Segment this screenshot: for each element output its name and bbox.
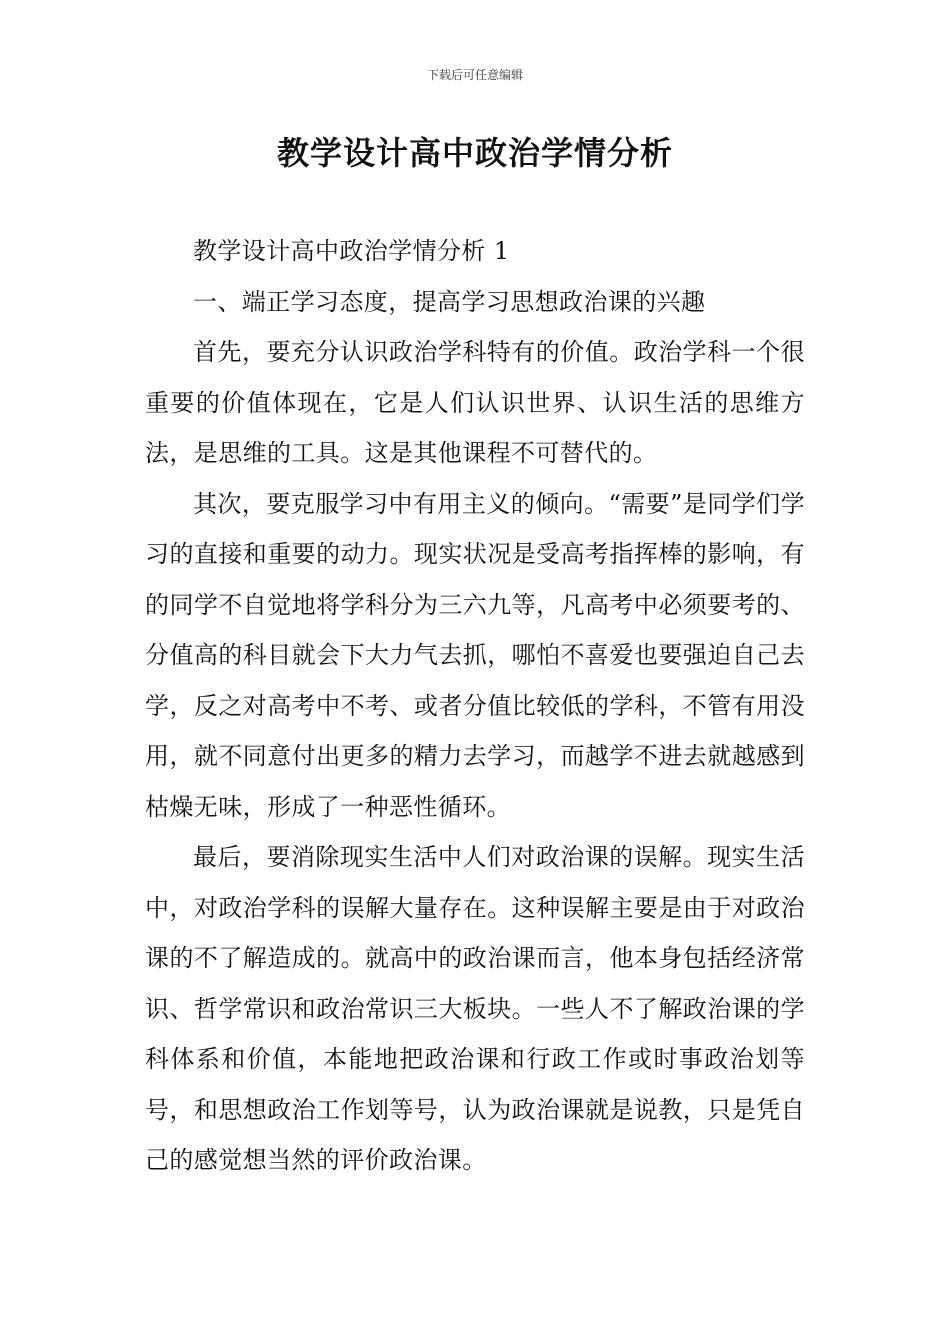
header-note: 下载后可任意编辑 [426,68,523,82]
paragraph-1: 首先，要充分认识政治学科特有的价值。政治学科一个很重要的价值体现在，它是人们认识世界、认识生活的思维方法，是思维的工具。这是其他课程不可替代的。 [145,338,805,467]
paragraph-2: 其次，要克服学习中有用主义的倾向。“需要”是同学们学习的直接和重要的动力。现实状况是受高考指挥棒的影响，有的同学不自觉地将学科分为三六九等，凡高考中必须要考的、分值高的科目就会下大力气去抓，哪怕不喜爱也要强迫自己去学，反之对高考中不考、或者分值比较低的学科，不管有用没用，就不同意付出更多的精力去学习，而越学不进去就越感到枯燥无味，形成了一种恶性循环。 [145,489,805,821]
paragraph-3: 最后，要消除现实生活中人们对政治课的误解。现实生活中，对政治学科的误解大量存在。这种误解主要是由于对政治课的不了解造成的。就高中的政治课而言，他本身包括经济常识、哲学常识和政治常识三大板块。一些人不了解政治课的学科体系和价值，本能地把政治课和行政工作或时事政治划等号，和思想政治工作划等号，认为政治课就是说教，只是凭自己的感觉想当然的评价政治课。 [145,843,805,1174]
subheading: 教学设计高中政治学情分析 1 [193,237,510,265]
section-heading: 一、端正学习态度，提高学习思想政治课的兴趣 [193,287,706,316]
document-body [145,226,805,1186]
document-title: 教学设计高中政治学情分析 [276,134,673,172]
